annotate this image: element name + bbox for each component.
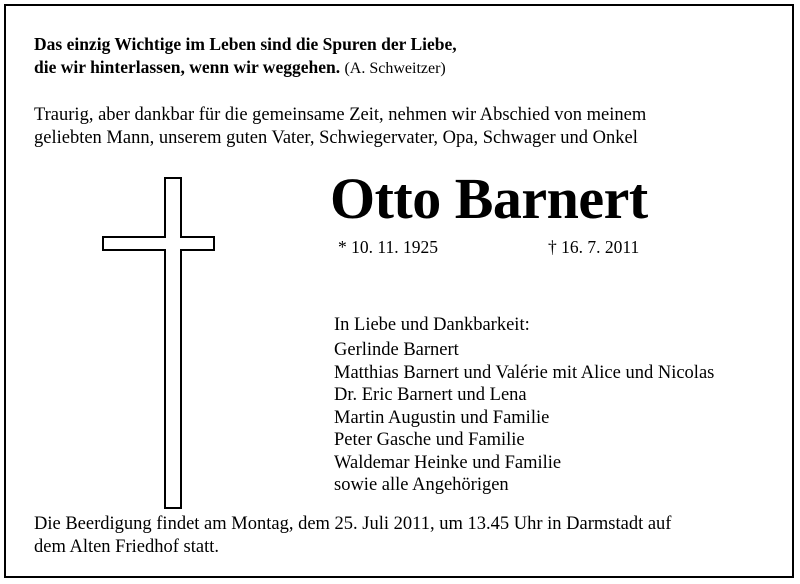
intro-line-2: geliebten Mann, unserem guten Vater, Schwiegervater, Opa, Schwager und Onkel	[34, 128, 638, 148]
mourners-list	[334, 339, 714, 497]
funeral-notice	[34, 513, 671, 559]
death-date: † 16. 7. 2011	[548, 237, 640, 257]
deceased-name: Otto Barnert	[330, 166, 648, 231]
funeral-line-1: Die Beerdigung findet am Montag, dem 25. Juli 2011, um 13.45 Uhr in Darmstadt auf	[34, 514, 672, 534]
mourner-name: Waldemar Heinke und Familie	[334, 452, 562, 473]
mourner-name: Matthias Barnert und Valérie mit Alice und Nicolas	[334, 362, 715, 383]
cross-icon	[102, 177, 216, 509]
quote-line-2	[34, 56, 457, 80]
quote-line-1: Das einzig Wichtige im Leben sind die Spuren der Liebe,	[34, 34, 457, 54]
mourner-name: Peter Gasche und Familie	[334, 430, 525, 450]
mourners-heading: In Liebe und Dankbarkeit:	[334, 315, 530, 335]
intro-text	[34, 104, 646, 150]
mourner-name: Gerlinde Barnert	[334, 340, 459, 360]
intro-line-1: Traurig, aber dankbar für die gemeinsame Zeit, nehmen wir Abschied von meinem	[34, 105, 647, 125]
quote	[34, 33, 457, 80]
mourner-name: Dr. Eric Barnert und Lena	[334, 385, 527, 405]
mourner-name: sowie alle Angehörigen	[334, 475, 509, 495]
funeral-line-2: dem Alten Friedhof statt.	[34, 537, 219, 557]
birth-date: * 10. 11. 1925	[338, 237, 438, 257]
quote-author: (A. Schweitzer)	[344, 60, 446, 77]
quote-line-2-text: die wir hinterlassen, wenn wir weggehen.	[34, 57, 341, 77]
mourner-name: Martin Augustin und Familie	[334, 407, 550, 428]
